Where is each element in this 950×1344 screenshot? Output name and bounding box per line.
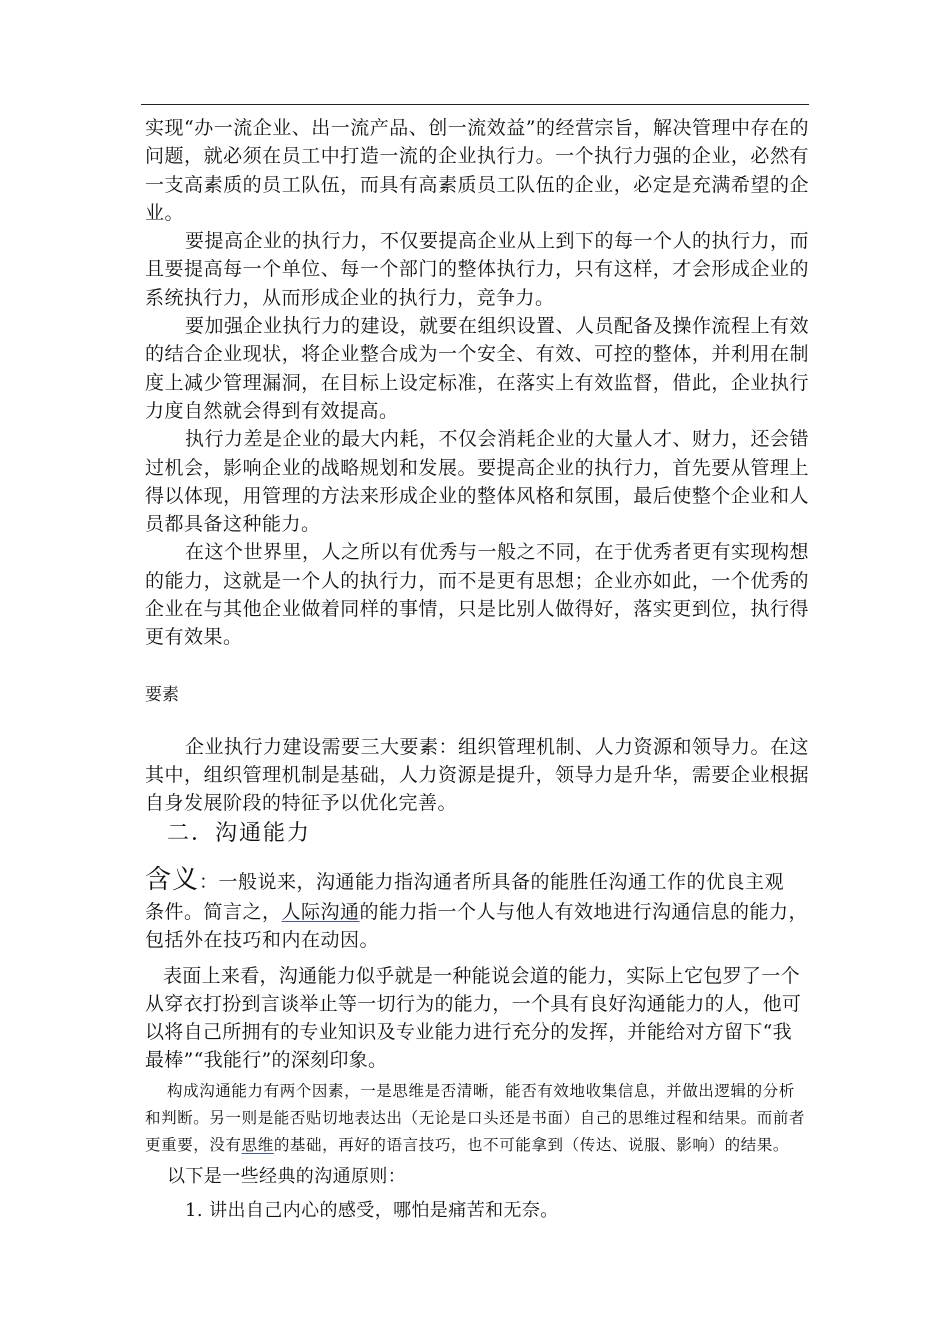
- definition-text: 一般说来，沟通能力指沟通者所具备的能胜任沟通工作的优良主观: [218, 870, 785, 893]
- elements-paragraph: 企业执行力建设需要三大要素：组织管理机制、人力资源和领导力。在这其中，组织管理机制是基础，人力资源是提升，领导力是升华，需要企业根据自身发展阶段的特征予以优化完善。: [145, 735, 810, 815]
- surface-text: 表面上来看，沟通能力似乎就是一种能说会道的能力，实际上它包罗了一个从穿衣打扮到言谈举止等一切行为的能力，一个具有良好沟通能力的人，他可以将自己所拥有的专业知识及专业能力进行充分的发挥，并能给对方留下“我最棒”“我能行”的深刻印象。: [145, 964, 802, 1071]
- principles-intro: 以下是一些经典的沟通原则：: [167, 1165, 407, 1187]
- definition-line: [145, 864, 809, 898]
- thinking-link[interactable]: 思维: [241, 1135, 274, 1154]
- principle-item-1: 1. 讲出自己内心的感受，哪怕是痛苦和无奈。: [185, 1199, 559, 1221]
- paragraph-2: 要提高企业的执行力，不仅要提高企业从上到下的每一个人的执行力，而且要提高每一个单位、每一个部门的整体执行力，只有这样，才会形成企业的系统执行力，从而形成企业的执行力，竞争力。: [145, 230, 810, 309]
- definition-continued: [145, 898, 809, 954]
- paragraph-4: 执行力差是企业的最大内耗，不仅会消耗企业的大量人才、财力，还会错过机会，影响企业的战略规划和发展。要提高企业的执行力，首先要从管理上得以体现，用管理的方法来形成企业的整体风格和氛围，最后使整个企业和人员都具备这种能力。: [145, 428, 810, 536]
- definition-prefix: 条件。简言之，: [145, 900, 282, 923]
- definition-colon: ：: [199, 870, 219, 893]
- document-body: [145, 114, 809, 1225]
- header-rule: [141, 104, 809, 105]
- paragraph-1: 实现“办一流企业、出一流产品、创一流效益”的经营宗旨，解决管理中存在的问题，就必须在员工中打造一流的企业执行力。一个执行力强的企业，必然有一支高素质的员工队伍，而具有高素质员工队伍的企业，必定是充满希望的企业。: [145, 117, 809, 224]
- definition-label: 含义: [145, 864, 200, 895]
- factors-after: 的基础，再好的语言技巧，也不可能拿到（传达、说服、影响）的结果。: [273, 1135, 790, 1154]
- surface-paragraph: [145, 962, 809, 1074]
- factors-before: 构成沟通能力有两个因素，一是思维是否清晰，能否有效地收集信息，并做出逻辑的分析和判断。另一则是能否贴切地表达出（无论是口头还是书面）自己的思维过程和结果。而前者更重要，没有: [145, 1081, 806, 1154]
- paragraph-5: 在这个世界里，人之所以有优秀与一般之不同，在于优秀者更有实现构想的能力，这就是一个人的执行力，而不是更有思想；企业亦如此，一个优秀的企业在与其他企业做着同样的事情，只是比别人做得好，落实更到位，执行得更有效果。: [145, 541, 810, 649]
- elements-heading: 要素: [145, 684, 179, 705]
- section-title: 二．沟通能力: [167, 820, 312, 846]
- factors-paragraph: [145, 1078, 809, 1159]
- paragraph-3: 要加强企业执行力的建设，就要在组织设置、人员配备及操作流程上有效的结合企业现状，将企业整合成为一个安全、有效、可控的整体，并利用在制度上减少管理漏洞，在目标上设定标准，在落实上有效监督，借此，企业执行力度自然就会得到有效提高。: [145, 315, 810, 422]
- definition-rest: 的能力指一个人与他人有效地进行沟通信息的能力，包括外在技巧和内在动因。: [145, 900, 809, 951]
- interpersonal-communication-link[interactable]: 人际沟通: [281, 900, 360, 923]
